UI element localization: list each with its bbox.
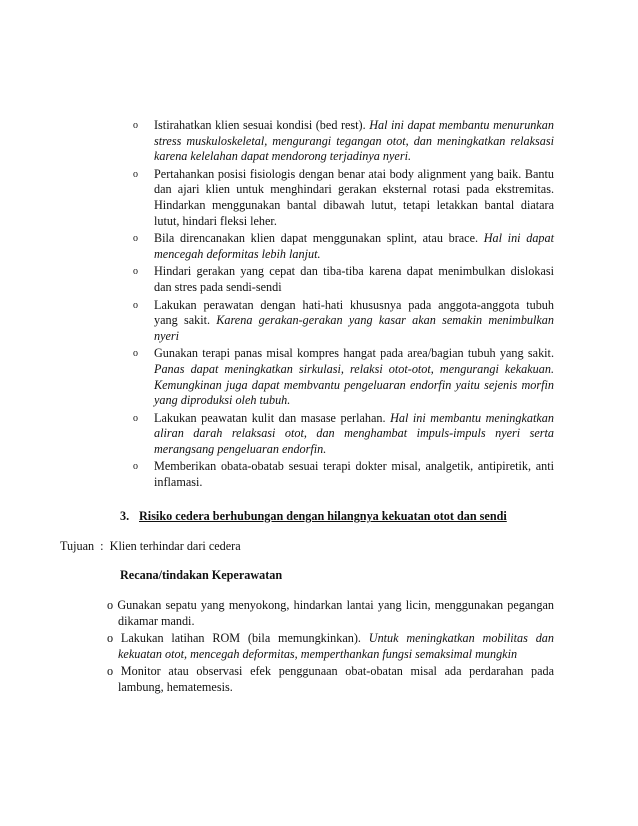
list-item xyxy=(130,459,554,490)
bullet-icon: o xyxy=(107,631,114,646)
item-text: Gunakan terapi panas misal kompres hangat pada area/bagian tubuh yang sakit. xyxy=(154,346,554,361)
item-text: Monitor atau observasi efek penggunaan obat-obatan misal ada perdarahan pada lambung, hematemesis. xyxy=(118,664,554,694)
item-rationale: Hal ini dapat membantu menurunkan stress muskuloskeletal, mengurangi tegangan otot, dan meningkatkan relaksasi karena kelelahan dapat mendorong terjadinya nyeri. xyxy=(154,118,554,164)
list-item xyxy=(100,664,554,695)
bullet-icon: o xyxy=(133,168,138,180)
item-rationale: Hal ini dapat mencegah deformitas lebih lanjut. xyxy=(154,231,554,261)
item-text: Lakukan peawatan kulit dan masase perlahan. xyxy=(154,410,391,425)
list-item xyxy=(130,264,554,295)
bullet-icon: o xyxy=(133,412,138,424)
item-text: Memberikan obata-obatab sesuai terapi dokter misal, analgetik, antipiretik, anti inflamasi. xyxy=(154,459,554,490)
bullet-icon: o xyxy=(133,120,138,131)
list-item xyxy=(100,631,554,662)
list-item xyxy=(130,346,554,408)
bullet-icon: o xyxy=(133,266,138,278)
item-rationale: Hal ini membantu meningkatkan aliran darah relaksasi otot, dan menghambat impuls-impuls nyeri serta merangsang pengeluaran endorfin. xyxy=(154,410,554,456)
item-text: Istirahatkan klien sesuai kondisi (bed rest). xyxy=(154,118,370,132)
item-text: Hindari gerakan yang cepat dan tiba-tiba karena dapat menimbulkan dislokasi dan stres pada sendi-sendi xyxy=(154,264,554,294)
item-text: Pertahankan posisi fisiologis dengan benar atai body alignment yang baik. Bantu dan ajari klien untuk menghindari gerakan eksternal rotasi pada ekstremitas. Hindarkan menggunakan bantal dibawah lutut, tetapi letakkan bantal diatara lutut, hindari fleksi leher. xyxy=(154,166,554,228)
item-text: Lakukan latihan ROM (bila memungkinkan). xyxy=(120,631,369,646)
bullet-icon: o xyxy=(133,299,138,311)
plan-subheading: Recana/tindakan Keperawatan xyxy=(120,568,283,582)
item-text: Lakukan perawatan dengan hati-hati khususnya pada anggota-anggota tubuh yang sakit. xyxy=(154,297,554,328)
plan-list xyxy=(100,598,554,698)
list-item xyxy=(130,411,554,458)
bullet-icon: o xyxy=(133,233,138,245)
bullet-icon: o xyxy=(107,598,114,612)
item-rationale: Karena gerakan-gerakan yang kasar akan semakin menimbulkan nyeri xyxy=(154,313,554,343)
section-heading xyxy=(120,509,507,525)
list-item xyxy=(130,231,554,262)
bullet-icon: o xyxy=(133,348,138,360)
list-item xyxy=(100,598,554,629)
item-text: Gunakan sepatu yang menyokong, hindarkan lantai yang licin, menggunakan pegangan dikamar mandi. xyxy=(117,598,555,628)
bullet-icon: o xyxy=(133,461,138,473)
intervention-list xyxy=(130,118,554,493)
goal-text: Tujuan : Klien terhindar dari cedera xyxy=(60,539,241,553)
list-item xyxy=(130,118,554,165)
item-rationale: Panas dapat meningkatkan sirkulasi, relaksi otot-otot, mengurangi kekakuan. Kemungkinan juga dapat membvantu pengeluaran endorfin yaitu sejenis morfin yang diproduksi oleh tubuh. xyxy=(154,361,554,408)
item-rationale: Untuk meningkatkan mobilitas dan kekuatan otot, mencegah deformitas, memperthankan fungsi semaksimal mungkin xyxy=(118,631,554,661)
bullet-icon: o xyxy=(107,664,114,679)
list-item xyxy=(130,298,554,345)
section-number: 3. xyxy=(120,509,130,523)
item-text: Bila direncanakan klien dapat menggunakan splint, atau brace. xyxy=(154,231,484,246)
list-item xyxy=(130,167,554,229)
section-title: Risiko cedera berhubungan dengan hilangnya kekuatan otot dan sendi xyxy=(139,509,507,523)
